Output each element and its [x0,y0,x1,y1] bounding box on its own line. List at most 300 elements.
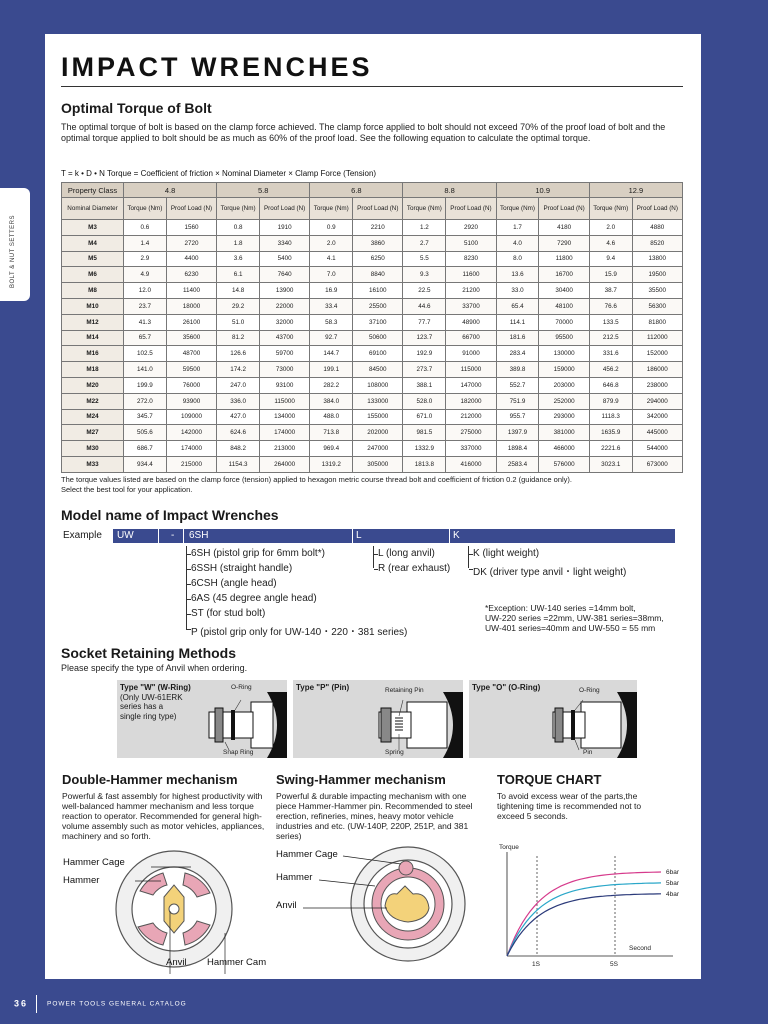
torque-cell: 751.9 [496,393,539,409]
proof-load-cell: 115000 [259,393,309,409]
torque-col-header: Torque (Nm) [124,198,167,220]
socket-label: Snap Ring [223,749,254,756]
weight-option: K (light weight) [473,548,540,559]
socket-type-note: series has a [120,702,164,711]
proof-load-cell: 95500 [539,330,589,346]
proof-load-cell: 11400 [166,283,216,299]
torque-cell: 2583.4 [496,456,539,472]
proof-load-col-header: Proof Load (N) [259,198,309,220]
torque-cell: 2.0 [589,220,632,236]
proof-load-cell: 21200 [446,283,496,299]
torque-chart-heading: TORQUE CHART [497,772,602,787]
torque-cell: 1898.4 [496,441,539,457]
nominal-diameter-cell: M4 [62,235,124,251]
socket-type-note: single ring type) [120,711,177,721]
torque-cell: 77.7 [403,314,446,330]
proof-load-cell: 93100 [259,377,309,393]
proof-load-cell: 215000 [166,456,216,472]
table-row [62,314,683,330]
torque-cell: 65.4 [496,298,539,314]
proof-load-cell: 152000 [632,346,682,362]
proof-load-cell: 18000 [166,298,216,314]
nominal-diameter-cell: M24 [62,409,124,425]
proof-load-col-header: Proof Load (N) [166,198,216,220]
torque-cell: 81.2 [217,330,260,346]
torque-cell: 1.4 [124,235,167,251]
nominal-diameter-cell: M30 [62,441,124,457]
optimal-torque-text: The optimal torque of bolt is based on the clamp force achieved. The clamp force applied to bolt should not exceed 70% of the proof load of bolt and the optimal torque applied to bolt should be as much as 60% of the proof load. See the following equation to calculate the optimal torque. [61,122,666,143]
proof-load-cell: 466000 [539,441,589,457]
series-line-6bar [507,872,661,956]
table-subheader-row [62,198,683,220]
torque-cell: 13.6 [496,267,539,283]
proof-load-cell: 19500 [632,267,682,283]
torque-cell: 141.0 [124,362,167,378]
torque-cell: 955.7 [496,409,539,425]
proof-load-cell: 174000 [166,441,216,457]
proof-load-cell: 56300 [632,298,682,314]
torque-cell: 133.5 [589,314,632,330]
proof-load-cell: 59500 [166,362,216,378]
proof-load-cell: 182000 [446,393,496,409]
torque-cell: 2.9 [124,251,167,267]
torque-cell: 2221.6 [589,441,632,457]
model-code-bar [113,529,675,543]
socket-subtext: Please specify the type of Anvil when ordering. [61,663,248,673]
torque-cell: 552.7 [496,377,539,393]
proof-load-cell: 93900 [166,393,216,409]
table-row [62,298,683,314]
torque-cell: 9.3 [403,267,446,283]
torque-cell: 336.0 [217,393,260,409]
nominal-diameter-cell: M6 [62,267,124,283]
model-code-option: ST (for stud bolt) [191,608,266,619]
torque-cell: 272.0 [124,393,167,409]
torque-cell: 4.6 [589,235,632,251]
torque-cell: 934.4 [124,456,167,472]
proof-load-cell: 109000 [166,409,216,425]
proof-load-cell: 247000 [353,441,403,457]
proof-load-col-header: Proof Load (N) [632,198,682,220]
section-tab-label: BOLT & NUT SETTERS [10,214,16,288]
torque-cell: 192.9 [403,346,446,362]
double-hammer-text: Powerful & fast assembly for highest productivity with well-balanced hammer mechanism and less torque reaction to operator. Recommended for general high-volume assembly such as motor vehicles, appliances, machinery and so forth. [62,791,265,841]
exception-line: UW-220 series =22mm, UW-381 series=38mm, [485,613,664,623]
proof-load-cell: 212000 [446,409,496,425]
model-exception [485,603,664,633]
page-footer [14,995,187,1013]
series-label: 6bar [666,869,680,876]
proof-load-cell: 13800 [632,251,682,267]
proof-load-cell: 544000 [632,441,682,457]
torque-cell: 15.9 [589,267,632,283]
table-row [62,251,683,267]
proof-load-cell: 32000 [259,314,309,330]
torque-cell: 1397.9 [496,425,539,441]
proof-load-cell: 84500 [353,362,403,378]
section-tab [0,188,30,301]
torque-cell: 5.5 [403,251,446,267]
exception-line: *Exception: UW-140 series =14mm bolt, [485,603,636,613]
anvil-option: R (rear exhaust) [378,563,451,574]
torque-cell: 1154.3 [217,456,260,472]
proof-load-cell: 155000 [353,409,403,425]
table-note [61,475,572,494]
nominal-diameter-cell: M12 [62,314,124,330]
proof-load-cell: 48100 [539,298,589,314]
torque-cell: 174.2 [217,362,260,378]
proof-load-cell: 174000 [259,425,309,441]
proof-load-cell: 4400 [166,251,216,267]
proof-load-cell: 73000 [259,362,309,378]
proof-load-cell: 50600 [353,330,403,346]
torque-cell: 1.2 [403,220,446,236]
torque-cell: 7.0 [310,267,353,283]
torque-cell: 38.7 [589,283,632,299]
torque-cell: 41.3 [124,314,167,330]
torque-table-body [62,220,683,473]
torque-cell: 331.6 [589,346,632,362]
proof-load-cell: 16100 [353,283,403,299]
proof-load-cell: 25500 [353,298,403,314]
socket-type-note: (Only UW-61ERK [120,692,183,702]
proof-load-cell: 337000 [446,441,496,457]
torque-cell: 181.6 [496,330,539,346]
proof-load-cell: 186000 [632,362,682,378]
torque-cell: 1.8 [217,235,260,251]
torque-cell: 345.7 [124,409,167,425]
proof-load-cell: 48700 [166,346,216,362]
torque-cell: 2.0 [310,235,353,251]
torque-cell: 4.0 [496,235,539,251]
nominal-diameter-cell: M14 [62,330,124,346]
double-hammer-cam-label: Hammer Cam [207,957,267,968]
nominal-diameter-cell: M20 [62,377,124,393]
proof-load-cell: 2920 [446,220,496,236]
torque-cell: 427.0 [217,409,260,425]
proof-load-cell: 3340 [259,235,309,251]
proof-load-cell: 26100 [166,314,216,330]
proof-load-cell: 35500 [632,283,682,299]
socket-type-title: Type "P" (Pin) [296,683,350,692]
class-header: 4.8 [124,183,217,198]
torque-cell: 1319.2 [310,456,353,472]
proof-load-col-header: Proof Load (N) [446,198,496,220]
proof-load-cell: 133000 [353,393,403,409]
torque-cell: 981.5 [403,425,446,441]
x-tick-label: 1S [532,961,540,968]
torque-cell: 1332.9 [403,441,446,457]
exception-line: UW-401 series=40mm and UW-550 = 55 mm [485,623,656,633]
proof-load-cell: 35600 [166,330,216,346]
proof-load-cell: 342000 [632,409,682,425]
proof-load-cell: 1560 [166,220,216,236]
x-tick-label: 5S [610,961,618,968]
table-row [62,425,683,441]
proof-load-cell: 6230 [166,267,216,283]
series-label: 4bar [666,890,680,898]
swing-hammer-diagram [275,846,475,966]
proof-load-cell: 43700 [259,330,309,346]
code-uw: UW [117,530,134,541]
torque-cell: 1118.3 [589,409,632,425]
torque-col-header: Torque (Nm) [403,198,446,220]
torque-chart [493,842,693,972]
socket-label: Spring [385,749,404,756]
proof-load-cell: 16700 [539,267,589,283]
swing-hammer-hammer-label: Hammer [276,872,313,883]
proof-load-cell: 202000 [353,425,403,441]
table-row [62,235,683,251]
socket-label: Retaining Pin [385,687,424,694]
table-row [62,220,683,236]
class-header: 5.8 [217,183,310,198]
code-model: 6SH [189,530,209,541]
model-code-option: 6SSH (straight handle) [191,563,293,574]
torque-cell: 389.8 [496,362,539,378]
table-row [62,346,683,362]
torque-formula: T = k • D • N Torque = Coefficient of friction × Nominal Diameter × Clamp Force (Tension) [61,169,377,178]
torque-cell: 22.5 [403,283,446,299]
proof-load-cell: 130000 [539,346,589,362]
double-hammer-anvil-label: Anvil [166,957,187,968]
title-divider [61,86,683,87]
torque-cell: 879.9 [589,393,632,409]
torque-cell: 282.2 [310,377,353,393]
optimal-torque-heading: Optimal Torque of Bolt [61,100,212,116]
torque-cell: 92.7 [310,330,353,346]
code-dash: - [171,530,175,541]
proof-load-cell: 238000 [632,377,682,393]
proof-load-cell: 13900 [259,283,309,299]
proof-load-cell: 8840 [353,267,403,283]
table-row [62,330,683,346]
proof-load-cell: 112000 [632,330,682,346]
proof-load-cell: 293000 [539,409,589,425]
torque-cell: 1.7 [496,220,539,236]
swing-hammer-text: Powerful & durable impacting mechanism with one piece Hammer-Hammer pin. Recommended to steel erection, refineries, mines, heavy motor vehicle industries and etc. (UW-140P, 220P, 251P, and 381 series) [276,791,473,841]
swing-hammer-heading: Swing-Hammer mechanism [276,772,446,787]
proof-load-cell: 2720 [166,235,216,251]
x-axis-label: Second [629,945,652,952]
torque-cell: 29.2 [217,298,260,314]
proof-load-cell: 115000 [446,362,496,378]
proof-load-cell: 6250 [353,251,403,267]
torque-cell: 144.7 [310,346,353,362]
proof-load-cell: 5400 [259,251,309,267]
proof-load-cell: 4180 [539,220,589,236]
torque-cell: 44.6 [403,298,446,314]
table-note-line: The torque values listed are based on the clamp force (tension) applied to hexagon metric course thread bolt and coefficient of friction 0.2 (guidance only). [61,475,572,484]
table-row [62,283,683,299]
proof-load-cell: 81800 [632,314,682,330]
socket-heading: Socket Retaining Methods [61,645,237,661]
proof-load-cell: 2210 [353,220,403,236]
torque-cell: 126.6 [217,346,260,362]
torque-cell: 123.7 [403,330,446,346]
catalog-page [45,34,701,979]
torque-cell: 0.6 [124,220,167,236]
model-code-option: 6SH (pistol grip for 6mm bolt*) [191,548,325,559]
torque-cell: 6.1 [217,267,260,283]
proof-load-cell: 37100 [353,314,403,330]
proof-load-cell: 8520 [632,235,682,251]
nominal-diameter-cell: M27 [62,425,124,441]
proof-load-cell: 11600 [446,267,496,283]
torque-cell: 12.0 [124,283,167,299]
class-header: 10.9 [496,183,589,198]
torque-col-header: Torque (Nm) [310,198,353,220]
torque-cell: 199.1 [310,362,353,378]
torque-cell: 488.0 [310,409,353,425]
socket-type-title: Type "W" (W-Ring) [120,683,191,692]
nominal-diameter-cell: M16 [62,346,124,362]
anvil-option: L (long anvil) [378,548,435,559]
socket-label: O-Ring [231,684,252,691]
o-ring-anvil-icon [517,692,637,758]
model-code-option: P (pistol grip only for UW-140・220・381 series) [191,627,408,638]
l-bracket [373,546,374,568]
torque-cell: 14.8 [217,283,260,299]
proof-load-cell: 5100 [446,235,496,251]
proof-load-cell: 76000 [166,377,216,393]
torque-cell: 65.7 [124,330,167,346]
torque-table [61,182,683,473]
proof-load-cell: 673000 [632,456,682,472]
double-hammer-hammer-label: Hammer [63,875,100,886]
proof-load-cell: 142000 [166,425,216,441]
proof-load-cell: 252000 [539,393,589,409]
weight-option: DK (driver type anvil・light weight) [473,567,627,578]
table-row [62,362,683,378]
socket-type-o [469,680,637,758]
torque-cell: 1813.8 [403,456,446,472]
proof-load-cell: 294000 [632,393,682,409]
torque-cell: 0.8 [217,220,260,236]
proof-load-cell: 134000 [259,409,309,425]
torque-cell: 199.9 [124,377,167,393]
torque-cell: 114.1 [496,314,539,330]
torque-cell: 686.7 [124,441,167,457]
nominal-diameter-cell: M33 [62,456,124,472]
torque-col-header: Torque (Nm) [217,198,260,220]
torque-cell: 456.2 [589,362,632,378]
proof-load-cell: 48900 [446,314,496,330]
proof-load-cell: 69100 [353,346,403,362]
catalog-name: POWER TOOLS GENERAL CATALOG [47,1000,187,1008]
torque-cell: 76.6 [589,298,632,314]
torque-cell: 8.0 [496,251,539,267]
torque-cell: 283.4 [496,346,539,362]
torque-cell: 247.0 [217,377,260,393]
proof-load-cell: 264000 [259,456,309,472]
torque-cell: 713.8 [310,425,353,441]
proof-load-cell: 30400 [539,283,589,299]
socket-label: Pin [583,749,593,756]
proof-load-cell: 59700 [259,346,309,362]
proof-load-col-header: Proof Load (N) [353,198,403,220]
torque-cell: 0.9 [310,220,353,236]
torque-cell: 212.5 [589,330,632,346]
socket-label: O-Ring [579,687,600,694]
nominal-diameter-header: Nominal Diameter [62,198,124,220]
torque-cell: 1635.9 [589,425,632,441]
proof-load-cell: 33700 [446,298,496,314]
table-note-line: Select the best tool for your application. [61,484,193,494]
example-label: Example [63,530,102,541]
torque-cell: 969.4 [310,441,353,457]
torque-cell: 58.3 [310,314,353,330]
proof-load-cell: 7640 [259,267,309,283]
socket-type-title: Type "O" (O-Ring) [472,683,541,692]
property-class-header: Property Class [62,183,124,198]
torque-cell: 848.2 [217,441,260,457]
y-axis-label: Torque [499,844,519,851]
proof-load-cell: 381000 [539,425,589,441]
torque-cell: 505.6 [124,425,167,441]
proof-load-cell: 159000 [539,362,589,378]
table-row [62,377,683,393]
torque-cell: 16.9 [310,283,353,299]
proof-load-cell: 3860 [353,235,403,251]
proof-load-cell: 576000 [539,456,589,472]
model-code-option: 6CSH (angle head) [191,578,277,589]
double-hammer-heading: Double-Hammer mechanism [62,772,238,787]
table-row [62,409,683,425]
torque-cell: 273.7 [403,362,446,378]
proof-load-cell: 4880 [632,220,682,236]
code-bracket [186,546,187,630]
proof-load-cell: 203000 [539,377,589,393]
nominal-diameter-cell: M3 [62,220,124,236]
page-title: IMPACT WRENCHES [61,52,373,82]
class-header: 8.8 [403,183,496,198]
code-k: K [453,530,460,541]
torque-col-header: Torque (Nm) [589,198,632,220]
proof-load-cell: 275000 [446,425,496,441]
table-row [62,393,683,409]
table-row [62,267,683,283]
socket-type-w [117,680,287,758]
torque-cell: 4.9 [124,267,167,283]
table-row [62,456,683,472]
page-number: 36 [14,998,29,1009]
table-row [62,441,683,457]
torque-chart-text: To avoid excess wear of the parts,the tightening time is recommended not to exceed 5 seconds. [497,791,642,821]
proof-load-cell: 22000 [259,298,309,314]
swing-hammer-anvil-label: Anvil [276,900,297,911]
double-hammer-cage-label: Hammer Cage [63,857,125,868]
proof-load-cell: 416000 [446,456,496,472]
proof-load-cell: 108000 [353,377,403,393]
nominal-diameter-cell: M10 [62,298,124,314]
proof-load-cell: 66700 [446,330,496,346]
torque-cell: 3.6 [217,251,260,267]
proof-load-cell: 213000 [259,441,309,457]
proof-load-cell: 147000 [446,377,496,393]
proof-load-cell: 1910 [259,220,309,236]
torque-cell: 102.5 [124,346,167,362]
torque-cell: 33.0 [496,283,539,299]
code-l: L [356,530,362,541]
proof-load-cell: 445000 [632,425,682,441]
class-header: 6.8 [310,183,403,198]
torque-cell: 9.4 [589,251,632,267]
proof-load-cell: 11800 [539,251,589,267]
torque-cell: 624.6 [217,425,260,441]
torque-cell: 2.7 [403,235,446,251]
torque-col-header: Torque (Nm) [496,198,539,220]
